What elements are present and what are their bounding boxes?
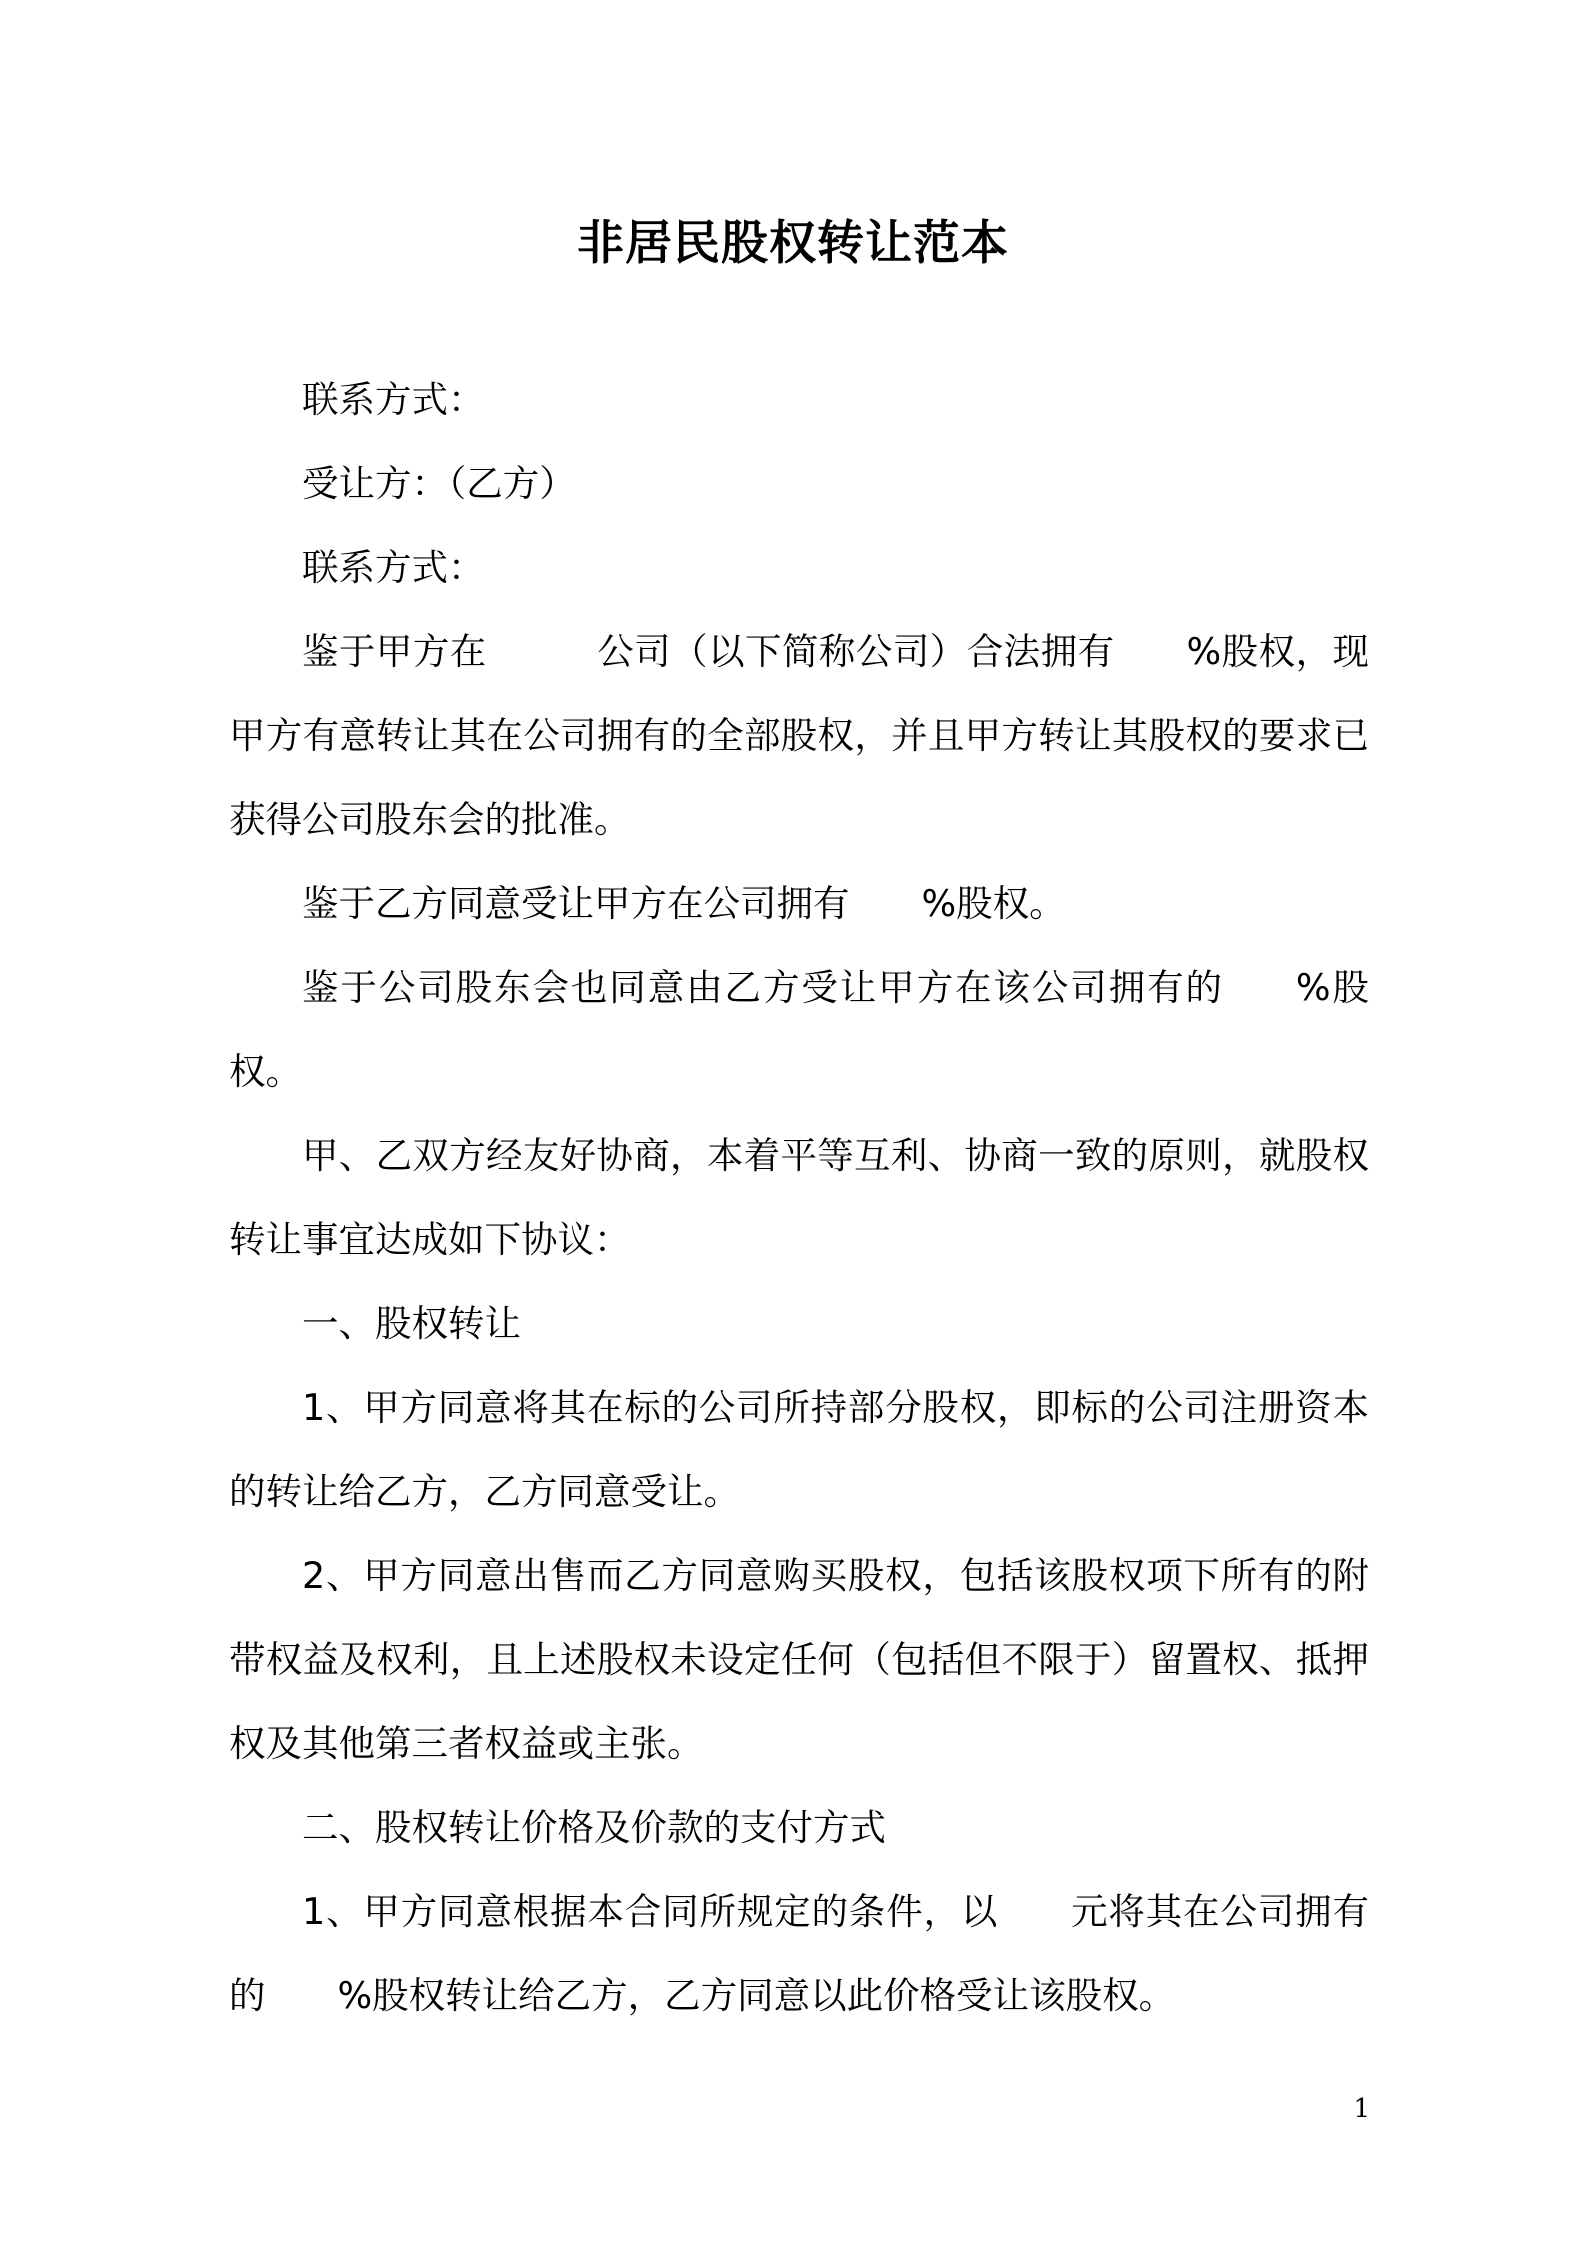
clause-2-1-part-a: 1、甲方同意根据本合同所规定的条件，以 [302, 1890, 999, 1933]
clause-2-1-part-c: %股权转让给乙方，乙方同意以此价格受让该股权。 [337, 1974, 1176, 2017]
whereas-3-part-b: %股权。 [229, 966, 1370, 1093]
clause-1-2: 2、甲方同意出售而乙方同意购买股权，包括该股权项下所有的附带权益及权利，且上述股权未设定任何（包括但不限于）留置权、抵押权及其他第三者权益或主张。 [229, 1554, 1369, 1765]
clause-1-1: 1、甲方同意将其在标的公司所持部分股权，即标的公司注册资本的转让给乙方，乙方同意受让。 [229, 1386, 1369, 1513]
section-heading-2: 二、股权转让价格及价款的支付方式 [302, 1806, 886, 1849]
page-number: 1 [1353, 2094, 1370, 2124]
whereas-1-part-b: 公司（以下简称公司）合法拥有 [596, 630, 1115, 673]
whereas-2-part-a: 鉴于乙方同意受让甲方在公司拥有 [302, 882, 850, 925]
whereas-1-part-a: 鉴于甲方在 [302, 630, 487, 673]
paragraph-transferee: 受让方：（乙方） [302, 462, 576, 505]
paragraph-whereas-2 [229, 862, 1369, 946]
paragraph-contact-1: 联系方式： [302, 378, 485, 421]
whereas-3-part-a: 鉴于公司股东会也同意由乙方受让甲方在该公司拥有的 [302, 966, 1224, 1009]
document-body [229, 358, 1369, 2038]
whereas-2-part-b: %股权。 [921, 882, 1066, 925]
paragraph-agreement-intro: 甲、乙双方经友好协商，本着平等互利、协商一致的原则，就股权转让事宜达成如下协议： [229, 1134, 1369, 1261]
paragraph-whereas-1 [229, 610, 1369, 862]
whereas-1-part-c: %股权，现甲方有意转让其在公司拥有的全部股权，并且甲方转让其股权的要求已获得公司股东会的批准。 [229, 630, 1370, 841]
document-title: 非居民股权转让范本 [577, 216, 1009, 271]
paragraph-whereas-3 [229, 946, 1369, 1114]
clause-2-1-part-b: 元将其在公司拥有的 [229, 1890, 1369, 2017]
clause-2-1 [229, 1870, 1369, 2038]
section-heading-1: 一、股权转让 [302, 1302, 521, 1345]
paragraph-contact-2: 联系方式： [302, 546, 485, 589]
